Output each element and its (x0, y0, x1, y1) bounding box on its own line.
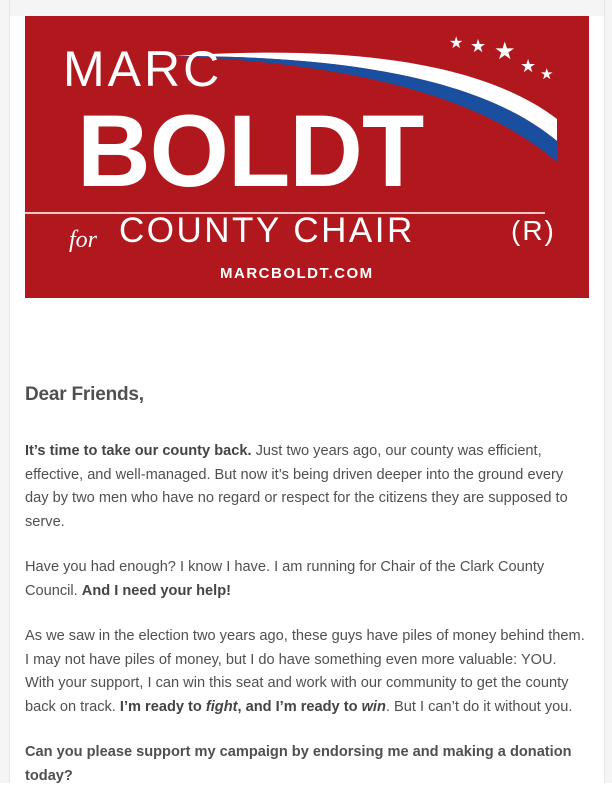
star-icon: ★ (449, 33, 464, 52)
greeting: Dear Friends, (25, 384, 144, 405)
paragraph-enough-text: Have you had enough? I know I have. I am running for Chair of the Clark County Council. (25, 559, 545, 599)
frame-left-edge (0, 0, 10, 783)
first-name: MARC (63, 41, 223, 97)
paragraph-intro (25, 440, 588, 534)
office-title: COUNTY CHAIR (119, 211, 415, 250)
paragraph-enough (25, 556, 588, 603)
donation-ask: Can you please support my campaign by endorsing me and making a donation today? (25, 744, 572, 784)
paragraph-money-end: . But I can’t do it without you. (385, 698, 573, 715)
paragraph-intro-text: Just two years ago, our county was efficient, effective, and well-managed. But now it’s being driven deeper into the ground every day by two men who have no regard or respect for the citizens they are supposed to serve. (25, 443, 568, 530)
campaign-logo (25, 16, 589, 298)
for-word: for (69, 227, 98, 253)
ready-to-win-text: , and I’m ready to (237, 698, 362, 715)
star-icon: ★ (540, 65, 554, 83)
fight-word: fight (205, 698, 238, 715)
frame-top (0, 0, 612, 16)
paragraph-money-text: As we saw in the election two years ago, these guys have piles of money behind them. I may not have piles of money, but I do have something even more valuable: YOU. With your support, I can win this seat and work with our community to get the county back on track. (25, 628, 585, 715)
ready-to-text: I’m ready to (119, 698, 206, 715)
ready-to-fight (120, 699, 386, 715)
website-url: MARCBOLDT.COM (220, 265, 374, 282)
letter-body (25, 384, 588, 788)
frame-right-edge (604, 0, 612, 783)
last-name: BOLDT (77, 94, 424, 208)
campaign-banner (25, 16, 589, 298)
star-icon: ★ (494, 37, 516, 65)
paragraph-money (25, 625, 588, 719)
paragraph-intro-lead: It’s time to take our county back. (25, 443, 252, 459)
paragraph-enough-bold: And I need your help! (81, 582, 231, 599)
win-word: win (361, 698, 386, 715)
party-label: (R) (511, 215, 556, 246)
star-icon: ★ (520, 56, 537, 77)
star-icon: ★ (470, 36, 487, 57)
